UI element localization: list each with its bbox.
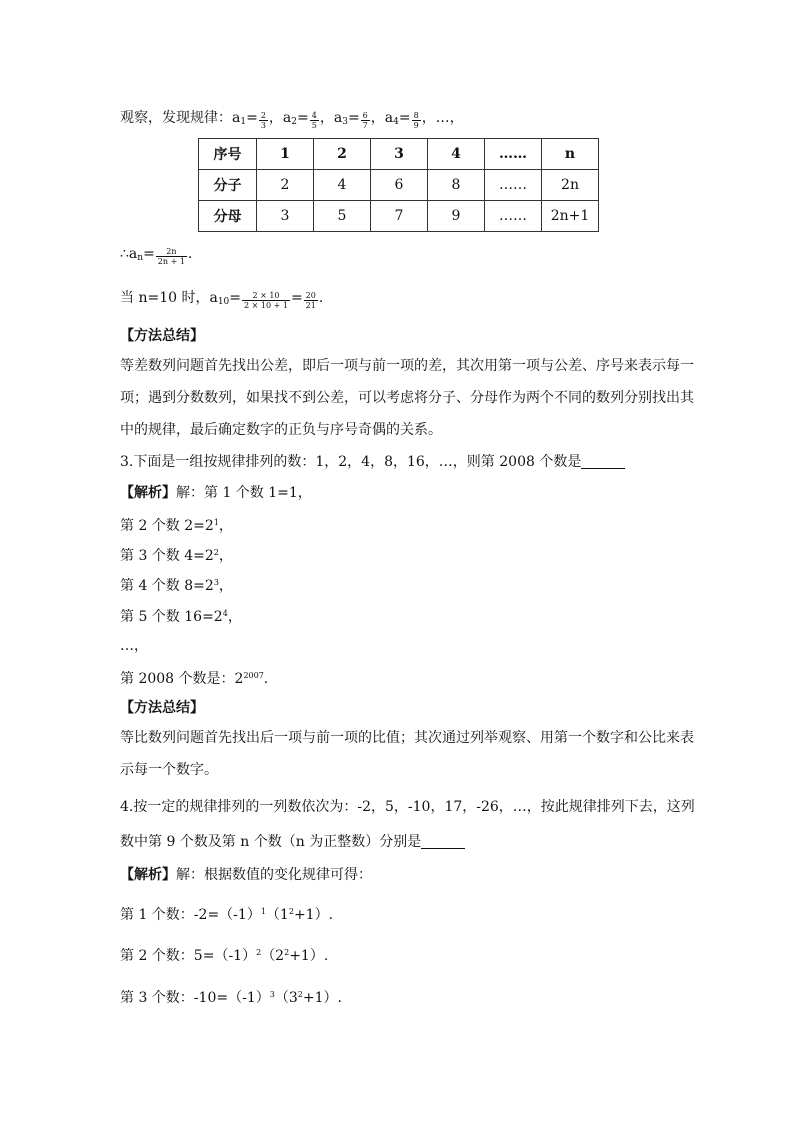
table-row	[199, 170, 599, 201]
formula-an: $\therefore a_n=$ $\frac{2n}{2n + 1}$ .	[120, 246, 193, 266]
q4-line: 第 3 个数：$-10=(-1)^3(3^2+1)$.	[120, 990, 342, 1006]
table-cell: 5	[314, 201, 371, 232]
table-cell: ……	[485, 201, 542, 232]
q3-ellipsis: …，	[120, 638, 148, 654]
question-4-line-1: 4.按一定的规律排列的一列数依次为：-2，5，-10，17，-26，…，按此规律排列下去，这列	[120, 799, 695, 815]
table-cell: 1	[257, 139, 314, 170]
q4-line: 第 2 个数：$5=(-1)^2(2^2+1)$.	[120, 948, 329, 964]
table-row	[199, 139, 599, 170]
table-cell: 9	[428, 201, 485, 232]
table-cell: 4	[428, 139, 485, 170]
table-cell: 3	[257, 201, 314, 232]
sequence-table	[198, 138, 599, 232]
q3-step: 第 5 个数 $16=2^4$，	[120, 609, 242, 625]
term-1: $a_1=$ $\frac{2}{3}$	[232, 110, 266, 130]
table-cell: 分母	[199, 201, 257, 232]
table-cell: 3	[371, 139, 428, 170]
formula-a10: 当 n=10 时，$a_{10}=$ $\frac{2 \times 10}{2 \times 10 + 1}$ = $\frac{20}{21}$ .	[120, 290, 324, 310]
answer-blank	[581, 454, 625, 469]
table-cell: ……	[485, 170, 542, 201]
q3-analysis: 【解析】解：第 1 个数 1=1，	[120, 485, 312, 501]
term-2: $a_2=$ $\frac{4}{5}$	[282, 110, 317, 130]
method-heading-1: 【方法总结】	[120, 328, 204, 344]
table-cell: 2	[314, 139, 371, 170]
table-cell: 分子	[199, 170, 257, 201]
method-heading-2: 【方法总结】	[120, 700, 204, 716]
table-cell: 6	[371, 170, 428, 201]
table-cell: 4	[314, 170, 371, 201]
intro-line: 观察，发现规律：$a_1=$ $\frac{2}{3}$ ，$a_2=$ $\frac{4}{5}$ ，$a_3=$ $\frac{6}{7}$ ，$a_4=$ $\frac{8}{9}$ ，…，	[120, 110, 464, 130]
table-cell: 2n+1	[542, 201, 599, 232]
q3-step: 第 2 个数 $2=2^1$，	[120, 518, 233, 534]
table-cell: n	[542, 139, 599, 170]
intro-text: 观察，发现规律：	[120, 110, 232, 126]
question-3: 3.下面是一组按规律排列的数：1，2，4，8，16，…，则第 2008 个数是	[120, 452, 625, 472]
q3-answer: 第 2008 个数是：$2^{2007}$.	[120, 671, 269, 687]
method-text-2: 等比数列问题首先找出后一项与前一项的比值；其次通过列举观察、用第一个数字和公比来表示每一个数字。	[120, 730, 694, 778]
question-4-line-2: 数中第 9 个数及第 n 个数（n 为正整数）分别是	[120, 832, 465, 852]
method-text-1: 等差数列问题首先找出公差，即后一项与前一项的差，其次用第一项与公差、序号来表示每一项；遇到分数数列，如果找不到公差，可以考虑将分子、分母作为两个不同的数列分别找出其中的规律，最后确定数字的正负与序号奇偶的关系。	[120, 358, 694, 438]
answer-blank	[421, 834, 465, 849]
term-3: $a_3=$ $\frac{6}{7}$	[333, 110, 368, 130]
table-cell: 7	[371, 201, 428, 232]
q3-step: 第 4 个数 $8=2^3$，	[120, 578, 233, 594]
q4-analysis: 【解析】解：根据数值的变化规律可得：	[120, 867, 372, 883]
table-cell: 2	[257, 170, 314, 201]
table-cell: 序号	[199, 139, 257, 170]
table-cell: 2n	[542, 170, 599, 201]
table-cell: ……	[485, 139, 542, 170]
q3-step: 第 3 个数 $4=2^2$，	[120, 548, 233, 564]
table-row	[199, 201, 599, 232]
q4-line: 第 1 个数：$-2=(-1)^1(1^2+1)$.	[120, 907, 334, 923]
term-4: $a_4=$ $\frac{8}{9}$	[384, 110, 419, 130]
table-cell: 8	[428, 170, 485, 201]
